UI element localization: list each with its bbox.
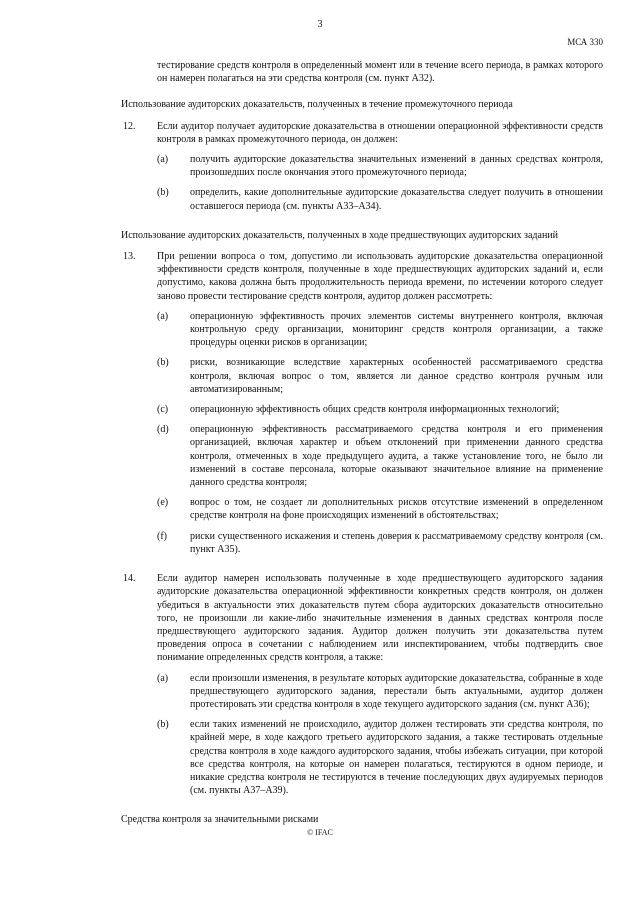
list-item-label: (b) (157, 357, 169, 369)
paragraph-text: Если аудитор получает аудиторские доказательства в отношении операционной эффективности средств контроля в рамках промежуточного периода, он должен: (157, 120, 603, 145)
list-item-text: вопрос о том, не создает ли дополнительных рисков отсутствие изменений в определенном средстве контроля на фоне происходящих изменений в обстоятельствах; (190, 497, 603, 522)
document-code: МСА 330 (567, 37, 603, 47)
paragraph-12 (121, 120, 603, 220)
list-item (157, 718, 603, 797)
list-item-text: если таких изменений не происходило, аудитор должен тестировать эти средства контроля, по крайней мере, в ходе каждого третьего аудиторского задания, а также тестировать отдельные средства контроля в ходе каждого аудиторского задания, чтобы избежать ситуации, при которой все средства контроля, на которые он намерен полагаться, тестируются в одном периоде, и никакие средства контроля не тестируются в течение последующих двух аудируемых периодов (см. пункты А37–А39). (190, 719, 603, 797)
list-item-label: (f) (157, 530, 167, 542)
list-item-label: (d) (157, 424, 169, 436)
paragraph-number: 14. (123, 573, 136, 585)
paragraph-number: 13. (123, 251, 136, 263)
list-item-label: (b) (157, 719, 169, 731)
page-number: 3 (317, 19, 323, 30)
list-item (157, 356, 603, 396)
footer-copyright: © IFAC (307, 828, 333, 837)
list-item-text: если произошли изменения, в результате которых аудиторские доказательства, собранные в ходе предшествующего аудиторского задания, перестали быть актуальными, аудитор должен протестировать эти средства контроля в ходе текущего аудиторского задания (см. пункт А36); (190, 672, 603, 710)
intro-paragraph: тестирование средств контроля в определенный момент или в течение всего периода, в рамках которого он намерен полагаться на эти средства контроля (см. пункт А32). (157, 60, 603, 85)
list-item (157, 310, 603, 350)
list-item-text: определить, какие дополнительные аудиторские доказательства следует получить в отношении оставшегося периода (см. пункты А33–А34). (190, 187, 603, 212)
list-item-label: (a) (157, 154, 169, 166)
list-item-text: операционную эффективность рассматриваемого средства контроля и его применения организацией, включая характер и объем отклонений при применении данного средства контроля, отмеченных в ходе предыдущего аудита, а также установление того, не было ли изменений в составе персонала, которые оказывают значительное влияние на применение данного средства контроля; (190, 424, 603, 489)
section-heading-significant-risks: Средства контроля за значительными рисками (121, 814, 319, 826)
list-item (157, 403, 603, 416)
paragraph-14 (121, 572, 603, 804)
paragraph-text: При решении вопроса о том, допустимо ли использовать аудиторские доказательства операционной эффективности средств контроля, полученные в ходе предшествующих аудиторских заданий и, если допустимо, какова должна быть продолжительность периода времени, по истечении которого следует заново провести тестирование средств контроля, аудитор должен рассмотреть: (157, 251, 603, 302)
list-item-text: риски существенного искажения и степень доверия к рассматриваемому средству контроля (см. пункт А35). (190, 530, 603, 555)
list-item-text: получить аудиторские доказательства значительных изменений в данных средствах контроля, произошедших после окончания этого промежуточного периода; (190, 154, 603, 179)
paragraph-13 (121, 250, 603, 563)
list-item-label: (c) (157, 404, 169, 416)
list-item-text: операционную эффективность прочих элементов системы внутреннего контроля, включая контрольную среду организации, мониторинг средств контроля организации, а также процедуры оценки рисков в организации; (190, 310, 603, 349)
list-item (157, 530, 603, 556)
list-item-label: (e) (157, 497, 169, 509)
list-item-label: (a) (157, 672, 169, 684)
list-item (157, 153, 603, 179)
paragraph-body (157, 120, 603, 220)
paragraph-number: 12. (123, 120, 136, 132)
list-item (157, 423, 603, 489)
list-item-text: риски, возникающие вследствие характерных особенностей рассматриваемого средства контроля, включая вопрос о том, является ли данное средство контроля ручным или автоматизированным; (190, 357, 603, 395)
list-item-label: (b) (157, 187, 169, 199)
list-item (157, 186, 603, 212)
paragraph-body (157, 250, 603, 563)
paragraph-body (157, 572, 603, 804)
section-heading-prior-audits: Использование аудиторских доказательств, полученных в ходе предшествующих аудиторских заданий (121, 229, 558, 241)
list-item (157, 496, 603, 522)
section-heading-interim: Использование аудиторских доказательств, полученных в течение промежуточного периода (121, 99, 513, 111)
list-item-text: операционную эффективность общих средств контроля информационных технологий; (190, 404, 560, 416)
list-item (157, 672, 603, 712)
page-content (121, 59, 603, 835)
paragraph-text: Если аудитор намерен использовать полученные в ходе предшествующего аудиторского задания аудиторские доказательства операционной эффективности конкретных средств контроля, он должен убедиться в актуальности этих доказательств путем сбора аудиторских доказательств относительно того, не произошли ли какие-либо значительные изменения в данных средствах контроля после предшествующего аудиторского задания. Аудитор должен получить эти доказательства путем проведения опроса в сочетании с наблюдением или инспектированием, чтобы подтвердить свое понимание определенных средств контроля, а также: (157, 573, 603, 664)
list-item-label: (a) (157, 310, 169, 322)
